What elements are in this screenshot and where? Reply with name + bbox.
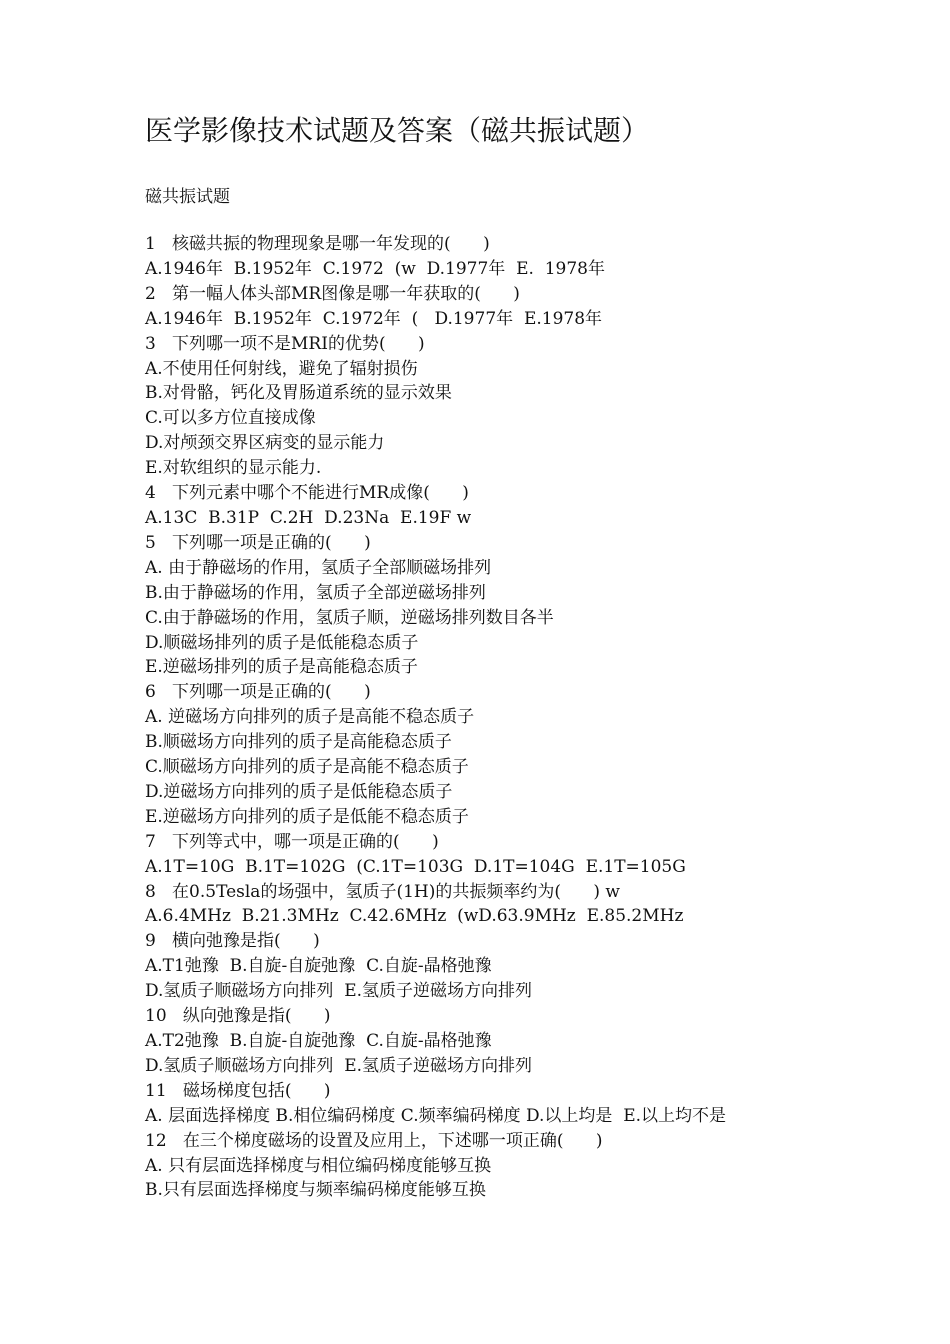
question-line: 4 下列元素中哪个不能进行MR成像( ) bbox=[145, 483, 469, 504]
answer-option: B.对骨骼，钙化及胃肠道系统的显示效果 bbox=[145, 383, 452, 404]
answer-option: A.不使用任何射线，避免了辐射损伤 bbox=[145, 358, 418, 379]
answer-option: C.由于静磁场的作用，氢质子顺，逆磁场排列数目各半 bbox=[145, 607, 554, 628]
answer-options-line: A.T1弛豫 B.自旋-自旋弛豫 C.自旋-晶格弛豫 bbox=[145, 956, 492, 977]
question-line: 12 在三个梯度磁场的设置及应用上，下述哪一项正确( ) bbox=[145, 1130, 603, 1151]
document-title: 医学影像技术试题及答案（磁共振试题） bbox=[145, 114, 650, 147]
answer-options-line: A.13C B.31P C.2H D.23Na E.19F w bbox=[145, 507, 472, 528]
answer-options-line: A.1946年 B.1952年 C.1972年 ( D.1977年 E.1978年 bbox=[145, 308, 603, 329]
answer-options-line: A.6.4MHz B.21.3MHz C.42.6MHz (wD.63.9MHz E.85.2MHz bbox=[145, 906, 684, 927]
question-line: 5 下列哪一项是正确的( ) bbox=[145, 532, 371, 553]
answer-option: D.逆磁场方向排列的质子是低能稳态质子 bbox=[145, 781, 453, 802]
answer-option: B.只有层面选择梯度与频率编码梯度能够互换 bbox=[145, 1180, 486, 1201]
answer-options-line: A.1T=10G B.1T=102G (C.1T=103G D.1T=104G E.1T=105G bbox=[145, 856, 686, 877]
question-line: 7 下列等式中，哪一项是正确的( ) bbox=[145, 831, 439, 852]
question-line: 6 下列哪一项是正确的( ) bbox=[145, 682, 371, 703]
answer-option: C.顺磁场方向排列的质子是高能不稳态质子 bbox=[145, 757, 469, 778]
answer-options-line: A.1946年 B.1952年 C.1972 (w D.1977年 E. 1978年 bbox=[145, 258, 605, 279]
answer-option: A. 逆磁场方向排列的质子是高能不稳态质子 bbox=[145, 707, 475, 728]
answer-options-line: D.氢质子顺磁场方向排列 E.氢质子逆磁场方向排列 bbox=[145, 1055, 533, 1076]
answer-option: D.对颅颈交界区病变的显示能力 bbox=[145, 433, 385, 454]
answer-option: A. 由于静磁场的作用，氢质子全部顺磁场排列 bbox=[145, 557, 492, 578]
question-line: 1 核磁共振的物理现象是哪一年发现的( ) bbox=[145, 234, 490, 254]
question-line: 2 第一幅人体头部MR图像是哪一年获取的( ) bbox=[145, 283, 520, 304]
answer-option: D.顺磁场排列的质子是低能稳态质子 bbox=[145, 632, 419, 653]
answer-option: E.逆磁场排列的质子是高能稳态质子 bbox=[145, 657, 418, 678]
answer-options-line: A.T2弛豫 B.自旋-自旋弛豫 C.自旋-晶格弛豫 bbox=[145, 1031, 492, 1051]
question-list bbox=[145, 232, 845, 1203]
question-line: 10 纵向弛豫是指( ) bbox=[145, 1006, 331, 1027]
answer-options-line: A. 层面选择梯度 B.相位编码梯度 C.频率编码梯度 D.以上均是 E.以上均不是 bbox=[145, 1105, 727, 1126]
answer-option: E.对软组织的显示能力. bbox=[145, 458, 322, 479]
answer-option: B.顺磁场方向排列的质子是高能稳态质子 bbox=[145, 732, 452, 753]
answer-option: E.逆磁场方向排列的质子是低能不稳态质子 bbox=[145, 806, 469, 827]
answer-option: A. 只有层面选择梯度与相位编码梯度能够互换 bbox=[145, 1155, 492, 1176]
question-line: 11 磁场梯度包括( ) bbox=[145, 1080, 331, 1101]
section-heading: 磁共振试题 bbox=[145, 187, 230, 207]
answer-options-line: D.氢质子顺磁场方向排列 E.氢质子逆磁场方向排列 bbox=[145, 981, 533, 1002]
question-line: 9 横向弛豫是指( ) bbox=[145, 931, 320, 952]
question-line: 3 下列哪一项不是MRI的优势( ) bbox=[145, 333, 425, 354]
answer-option: B.由于静磁场的作用，氢质子全部逆磁场排列 bbox=[145, 582, 486, 603]
question-line: 8 在0.5Tesla的场强中，氢质子(1H)的共振频率约为( ) w bbox=[145, 881, 620, 902]
answer-option: C.可以多方位直接成像 bbox=[145, 408, 316, 429]
